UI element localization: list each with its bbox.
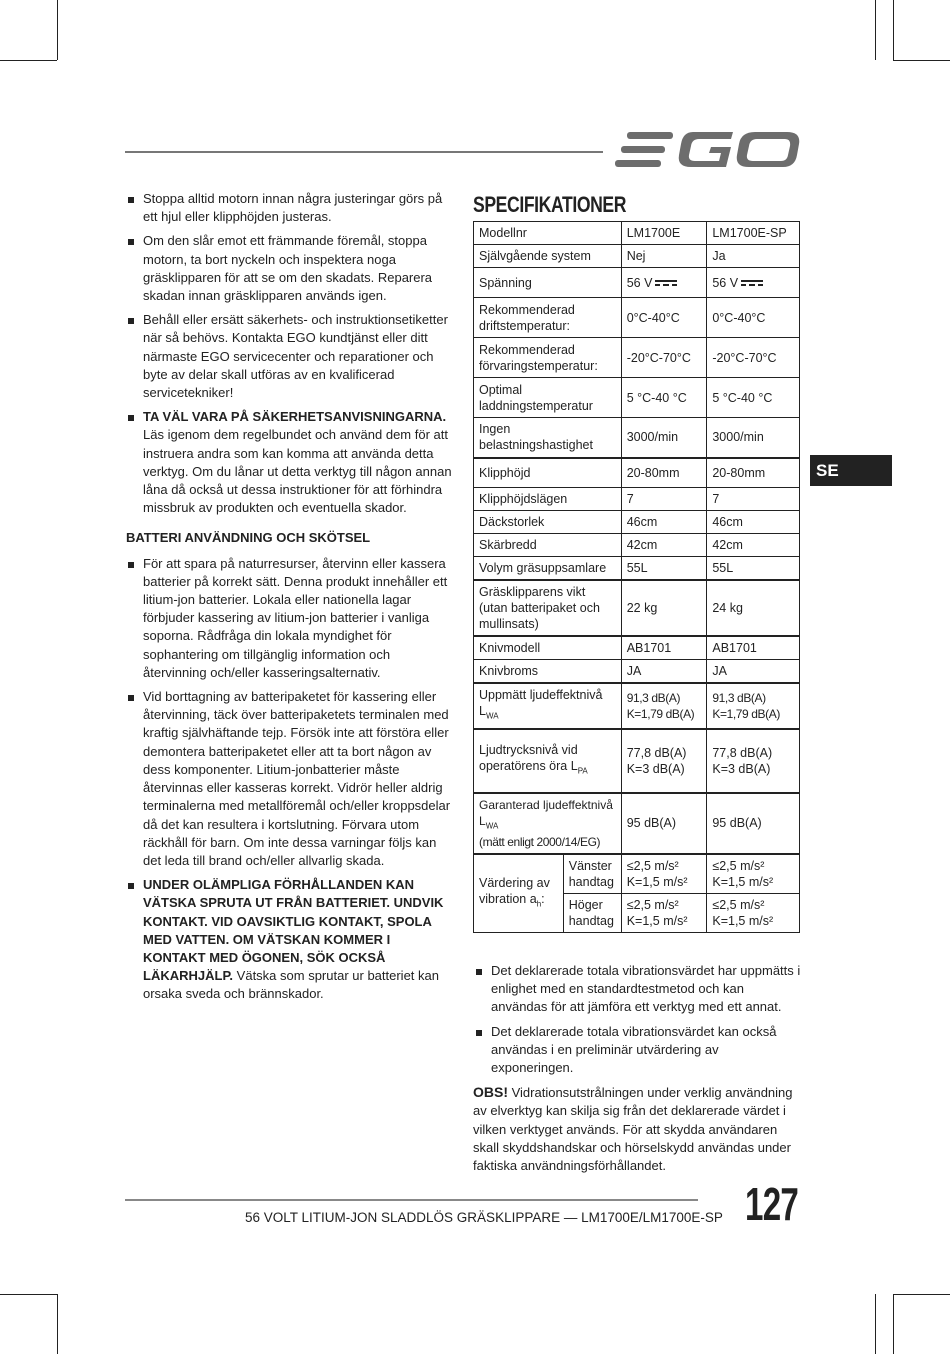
crop-mark xyxy=(893,1294,894,1354)
cell-line: K=1,79 dB(A) xyxy=(712,706,780,721)
table-row xyxy=(474,245,800,268)
table-row xyxy=(474,378,800,418)
list-item xyxy=(125,232,455,305)
table-cell xyxy=(707,268,800,298)
table-row xyxy=(474,660,800,684)
footer-text: 56 VOLT LITIUM-JON SLADDLÖS GRÄSKLIPPARE — LM1700E/LM1700E-SP xyxy=(245,1210,723,1225)
table-cell-label: Rekommenderad driftstemperatur: xyxy=(474,298,622,338)
cell-line: ≤2,5 m/s² xyxy=(712,858,765,873)
left-column xyxy=(125,190,455,1010)
table-cell: 55L xyxy=(707,557,800,581)
list-item xyxy=(125,876,455,1003)
list-item xyxy=(125,190,455,226)
obs-note xyxy=(473,1083,803,1175)
voltage-value: 56 V xyxy=(626,275,653,290)
vibration-colon: : xyxy=(541,891,545,906)
table-cell: 7 xyxy=(707,488,800,511)
footer-rule xyxy=(125,1199,698,1201)
vibration-notes xyxy=(473,962,803,1175)
cell-line: K=1,79 dB(A) xyxy=(626,706,695,721)
table-cell: -20°C-70°C xyxy=(707,338,800,378)
bullet-icon xyxy=(128,883,134,889)
table-cell-label: Spänning xyxy=(474,268,622,298)
cell-line: 77,8 dB(A) xyxy=(712,745,773,760)
table-row xyxy=(474,580,800,636)
table-cell-label: Däckstorlek xyxy=(474,511,622,534)
table-cell: Nej xyxy=(621,245,707,268)
table-cell: JA xyxy=(621,660,707,684)
table-cell: 0°C-40°C xyxy=(621,298,707,338)
list-item xyxy=(125,688,455,870)
crop-mark xyxy=(0,1294,57,1295)
voltage-value: 56 V xyxy=(712,275,739,290)
spec-table xyxy=(473,221,800,933)
table-cell: 24 kg xyxy=(707,580,800,636)
subscript: h xyxy=(536,899,542,909)
table-cell xyxy=(621,683,707,729)
table-cell: 3000/min xyxy=(707,418,800,458)
dc-symbol-icon xyxy=(655,279,677,287)
table-cell-label: Optimal laddningstemperatur xyxy=(474,378,622,418)
crop-mark xyxy=(875,0,876,60)
list-item-text: Det deklarerade totala vibrationsvärdet har uppmätts i enlighet med en standardtestmetod och kan användas för att jämföra ett verktyg med ett annat. xyxy=(491,963,801,1015)
cell-line: ≤2,5 m/s² xyxy=(626,897,679,912)
table-cell: 3000/min xyxy=(621,418,707,458)
bullet-icon xyxy=(128,239,134,245)
table-row xyxy=(474,534,800,557)
table-cell-label: Självgående system xyxy=(474,245,622,268)
list-item-text: För att spara på naturresurser, återvinn eller kassera batterier på korrekt sätt. Denna produkt innehåller ett litium-jon batterier. Lokala eller nationella lagar förbjuder kassering av litium-jon batterier i vanliga soporna. Rådfråga din lokala myndighet för sophantering om tillgänglig information och återvinning och/eller kasseringsalternativ. xyxy=(143,555,448,680)
list-item-bold-text: TA VÄL VARA PÅ SÄKERHETSANVISNINGARNA. xyxy=(143,409,447,425)
table-cell-label: Skärbredd xyxy=(474,534,622,557)
bullet-icon xyxy=(476,969,482,975)
cell-line: ≤2,5 m/s² xyxy=(626,858,679,873)
cell-line: ≤2,5 m/s² xyxy=(712,897,765,912)
header-rule xyxy=(125,151,603,153)
cell-line: 91,3 dB(A) xyxy=(626,690,681,705)
subscript: WA xyxy=(485,711,499,721)
table-row xyxy=(474,458,800,488)
table-row xyxy=(474,222,800,245)
table-cell: AB1701 xyxy=(707,636,800,660)
table-cell: 42cm xyxy=(621,534,707,557)
bullet-icon xyxy=(128,318,134,324)
table-cell: 7 xyxy=(621,488,707,511)
table-row xyxy=(474,636,800,660)
table-row xyxy=(474,854,800,894)
table-cell: Ja xyxy=(707,245,800,268)
spec-title: SPECIFIKATIONER xyxy=(473,192,627,217)
page-number: 127 xyxy=(745,1178,799,1230)
subscript: WA xyxy=(485,820,499,830)
table-cell: 55L xyxy=(621,557,707,581)
ego-logo xyxy=(615,128,801,172)
table-cell: 20-80mm xyxy=(707,458,800,488)
table-cell-label xyxy=(474,854,564,933)
table-cell-label: Rekommenderad förvaringstemperatur: xyxy=(474,338,622,378)
table-cell xyxy=(621,893,707,932)
table-cell-label: Klipphöjdslägen xyxy=(474,488,622,511)
list-item-text: Vid borttagning av batteripaketet för kassering eller återvinning, täck över batteripaketets terminalen med kraftig självhäftande tejp. Försök inte att förstöra eller demontera batteripaketet eller att ta bort någon av dess komponenter. Litium-jonbatterier måste återvinnas eller kasseras korrekt. Vidrör heller aldrig terminalerna med metallföremål och/eller kroppsdelar då det kan resultera i kortslutning. Förvara utom räckhåll för barn. Om inte dessa varningar följs kan det leda till brand och/eller allvarlig skada. xyxy=(143,689,451,868)
list-item xyxy=(125,311,455,402)
list-item-text: Stoppa alltid motorn innan några justeringar görs på ett hjul eller klipphöjden justeras. xyxy=(143,191,443,225)
table-cell: 0°C-40°C xyxy=(707,298,800,338)
table-cell: -20°C-70°C xyxy=(621,338,707,378)
table-row xyxy=(474,418,800,458)
table-cell: JA xyxy=(707,660,800,684)
table-row xyxy=(474,268,800,298)
table-row xyxy=(474,729,800,793)
guaranteed-label: Garanterad ljudeffektnivå L xyxy=(479,797,613,828)
list-item-text: Om den slår emot ett främmande föremål, stoppa motorn, ta bort nyckeln och inspektera noga gräsklipparen för att se om den skadats. Reparera skadan innan gräsklipparen används igen. xyxy=(143,233,433,304)
table-cell xyxy=(707,854,800,894)
obs-text: Vidrationsutstrålningen under verklig användning av elverktyg kan skilja sig från det deklarerade värdet i vilken verktyget används. För att skydda användaren skall skyddshandskar och hörselskydd användas under faktiska användningsförhållandet. xyxy=(473,1085,793,1174)
crop-mark xyxy=(57,0,58,60)
table-cell: 46cm xyxy=(707,511,800,534)
table-cell-label: Modellnr xyxy=(474,222,622,245)
table-cell: LM1700E xyxy=(621,222,707,245)
list-item-bold-text: UNDER OLÄMPLIGA FÖRHÅLLANDEN KAN VÄTSKA SPRUTA UT FRÅN BATTERIET. UNDVIK KONTAKT. VID OAVSIKTLIG KONTAKT, SPOLA MED VATTEN. OM VÄTSKAN KOMMER I KONTAKT MED ÖGONEN, SÖK OCKSÅ LÄKARHJÄLP. xyxy=(143,877,444,984)
guaranteed-note: (mätt enligt 2000/14/EG) xyxy=(479,834,601,849)
table-cell-label: Klipphöjd xyxy=(474,458,622,488)
table-cell: 46cm xyxy=(621,511,707,534)
table-cell xyxy=(621,729,707,793)
subscript: PA xyxy=(577,766,588,776)
table-row xyxy=(474,338,800,378)
sound-power-label: Uppmätt ljudeffektnivå L xyxy=(479,688,603,718)
table-cell-label: Ingen belastningshastighet xyxy=(474,418,622,458)
cell-line: K=1,5 m/s² xyxy=(712,874,774,889)
bullet-icon xyxy=(128,562,134,568)
table-cell-label xyxy=(474,793,622,854)
bullet-icon xyxy=(128,197,134,203)
table-row xyxy=(474,488,800,511)
cell-line: K=1,5 m/s² xyxy=(712,913,774,928)
list-item-text: Läs igenom dem regelbundet och använd dem för att instruera andra som kan komma att använda detta verktyg. Om du lånar ut detta verktyg till någon annan låna då också ut dessa instruktioner för att förhindra missbruk av produkten och eventuella skador. xyxy=(143,427,452,516)
table-cell-sublabel: Höger handtag xyxy=(563,893,621,932)
table-cell xyxy=(621,268,707,298)
table-cell: 20-80mm xyxy=(621,458,707,488)
crop-mark xyxy=(893,60,950,61)
cell-line: K=1,5 m/s² xyxy=(626,913,688,928)
table-cell: 95 dB(A) xyxy=(707,793,800,854)
battery-section-heading: BATTERI ANVÄNDNING OCH SKÖTSEL xyxy=(126,530,371,546)
list-item xyxy=(473,962,803,1017)
cell-line: K=3 dB(A) xyxy=(712,761,771,776)
dc-symbol-icon xyxy=(741,279,763,287)
table-cell-label: Gräsklipparens vikt (utan batteripaket och mullinsats) xyxy=(474,580,622,636)
list-item xyxy=(125,408,455,517)
table-cell-label xyxy=(474,729,622,793)
sound-pressure-label: Ljudtrycksnivå vid operatörens öra L xyxy=(479,742,578,773)
crop-mark xyxy=(893,1294,950,1295)
obs-label: OBS! xyxy=(473,1084,508,1101)
cell-line: K=3 dB(A) xyxy=(626,761,685,776)
table-cell-label: Knivmodell xyxy=(474,636,622,660)
cell-line: K=1,5 m/s² xyxy=(626,874,688,889)
cell-line: 91,3 dB(A) xyxy=(712,690,766,705)
table-cell xyxy=(707,893,800,932)
table-cell xyxy=(707,683,800,729)
bullet-icon xyxy=(128,415,134,421)
table-cell: 5 °C-40 °C xyxy=(621,378,707,418)
table-cell: 95 dB(A) xyxy=(621,793,707,854)
table-cell: LM1700E-SP xyxy=(707,222,800,245)
list-item-text: Det deklarerade totala vibrationsvärdet kan också användas i en preliminär utvärdering av exponeringen. xyxy=(491,1023,777,1076)
table-cell-label xyxy=(474,683,622,729)
list-item xyxy=(473,1023,803,1078)
table-cell-sublabel: Vänster handtag xyxy=(563,854,621,894)
list-item xyxy=(125,555,455,682)
list-item-text: Vätska som sprutar ur batteriet kan orsaka sveda och brännskador. xyxy=(143,968,439,1002)
bullet-icon xyxy=(128,695,134,701)
language-tab: SE xyxy=(810,455,892,486)
crop-mark xyxy=(0,60,57,61)
table-row xyxy=(474,298,800,338)
cell-line: 77,8 dB(A) xyxy=(626,745,687,760)
vibration-label: Värdering av vibration a xyxy=(479,875,550,906)
crop-mark xyxy=(57,1294,58,1354)
crop-mark xyxy=(875,1294,876,1354)
table-cell xyxy=(621,854,707,894)
list-item-text: Behåll eller ersätt säkerhets- och instruktionsetiketter när så behövs. Kontakta EGO kundtjänst eller ditt närmaste EGO servicecenter och reparationer och byte av delar skall utföras av en kvalificerad servicetekniker! xyxy=(143,312,448,401)
table-cell: 42cm xyxy=(707,534,800,557)
crop-mark xyxy=(893,0,894,60)
table-row xyxy=(474,683,800,729)
table-row xyxy=(474,557,800,581)
table-cell-label: Knivbroms xyxy=(474,660,622,684)
table-cell xyxy=(707,729,800,793)
table-cell: 5 °C-40 °C xyxy=(707,378,800,418)
table-row xyxy=(474,511,800,534)
bullet-icon xyxy=(476,1030,482,1036)
table-cell: AB1701 xyxy=(621,636,707,660)
table-cell-label: Volym gräsuppsamlare xyxy=(474,557,622,581)
table-cell: 22 kg xyxy=(621,580,707,636)
table-row xyxy=(474,793,800,854)
